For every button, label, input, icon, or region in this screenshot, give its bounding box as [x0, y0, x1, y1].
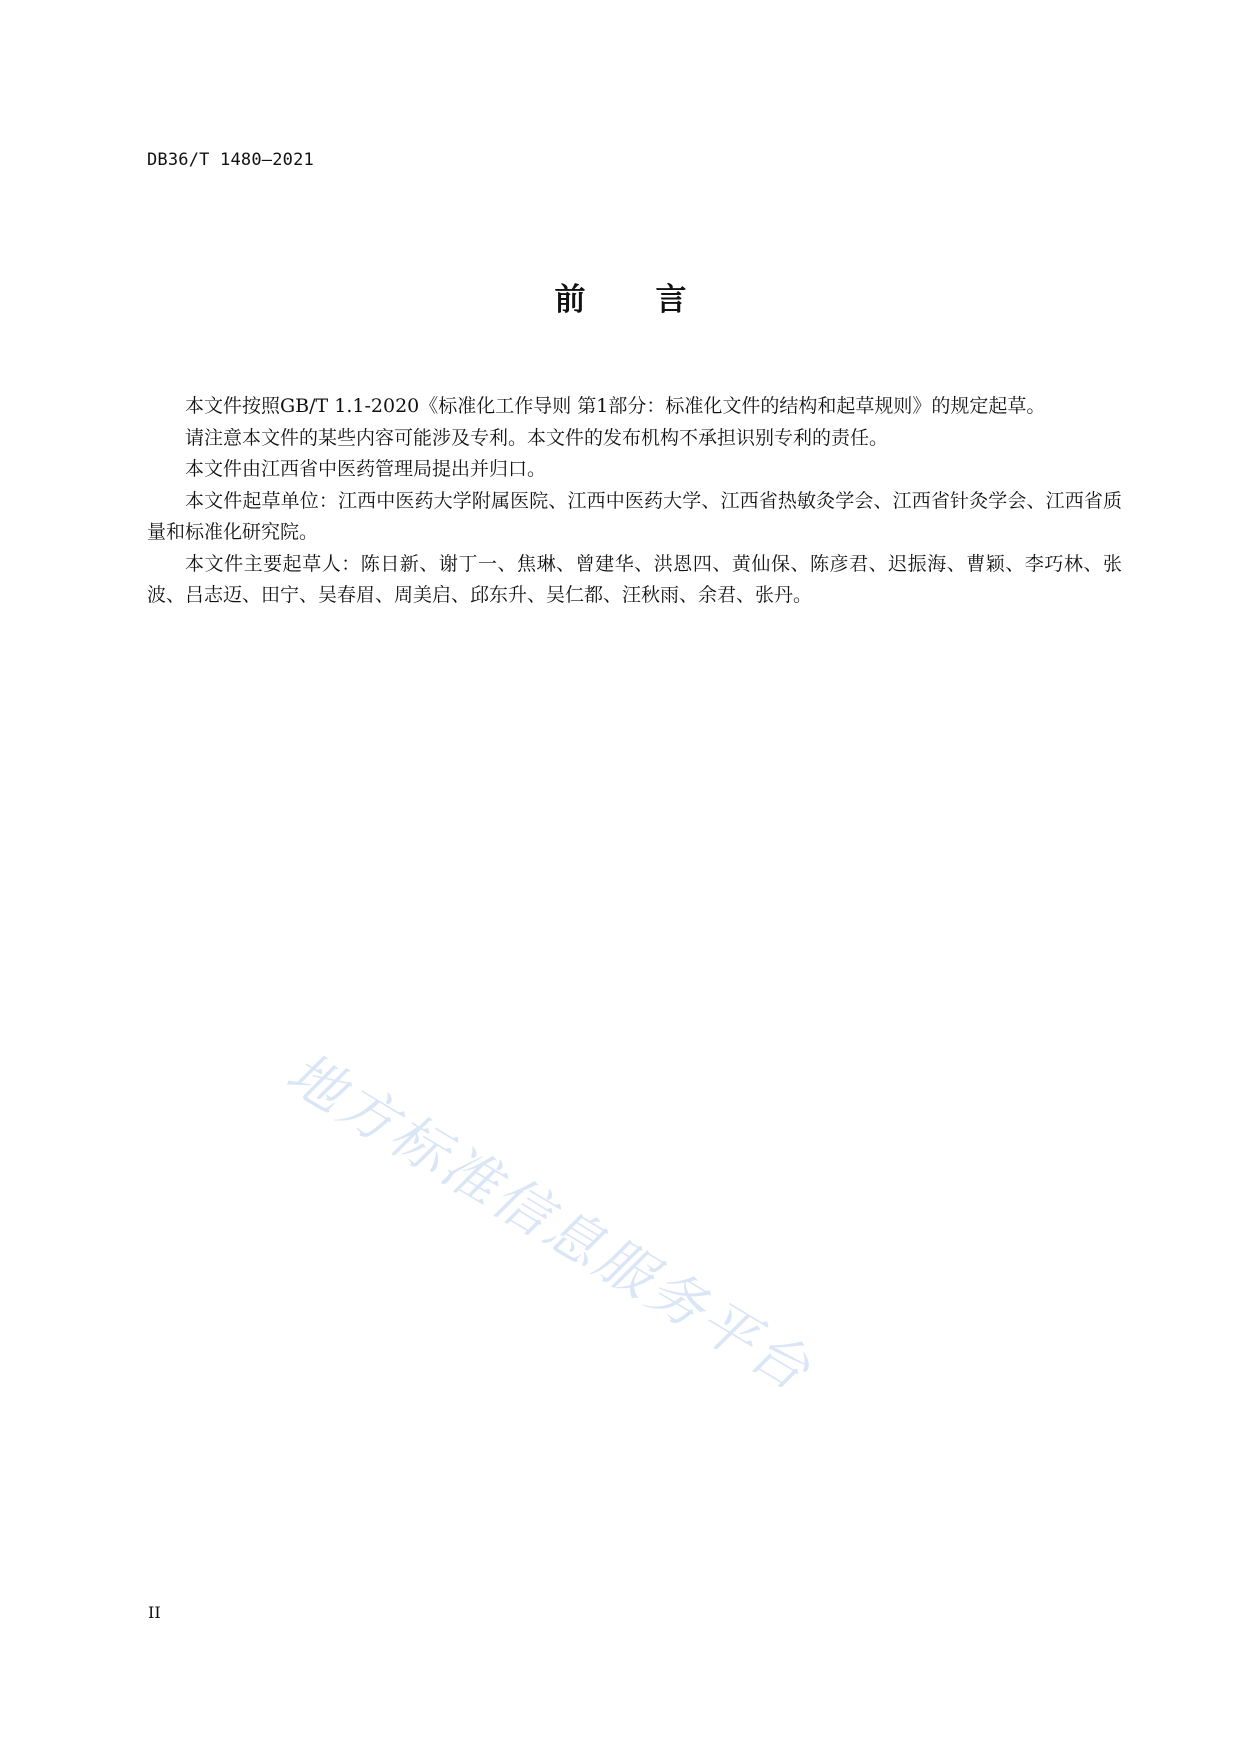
standard-code: DB36/T 1480—2021	[147, 150, 314, 170]
page-title-part2: 言	[655, 282, 687, 318]
watermark: 地方标准信息服务平台	[275, 1040, 824, 1406]
page-number: II	[148, 1603, 161, 1622]
preface-body	[147, 391, 1122, 612]
paragraph-drafting-units: 本文件起草单位：江西中医药大学附属医院、江西中医药大学、江西省热敏灸学会、江西省针灸学会、江西省质量和标准化研究院。	[147, 489, 1122, 543]
paragraph-drafters: 本文件主要起草人：陈日新、谢丁一、焦琳、曾建华、洪恩四、黄仙保、陈彦君、迟振海、曹颖、李巧林、张波、吕志迈、田宁、吴春眉、周美启、邱东升、吴仁都、汪秋雨、余君、张丹。	[147, 552, 1122, 606]
paragraph-drafting-rules: 本文件按照GB/T 1.1-2020《标准化工作导则 第1部分：标准化文件的结构和起草规则》的规定起草。	[185, 395, 1046, 417]
paragraph-proposer: 本文件由江西省中医药管理局提出并归口。	[185, 458, 547, 480]
page-title	[0, 274, 1241, 319]
page-title-part1: 前	[554, 282, 586, 318]
paragraph-patent-notice: 请注意本文件的某些内容可能涉及专利。本文件的发布机构不承担识别专利的责任。	[185, 426, 889, 449]
